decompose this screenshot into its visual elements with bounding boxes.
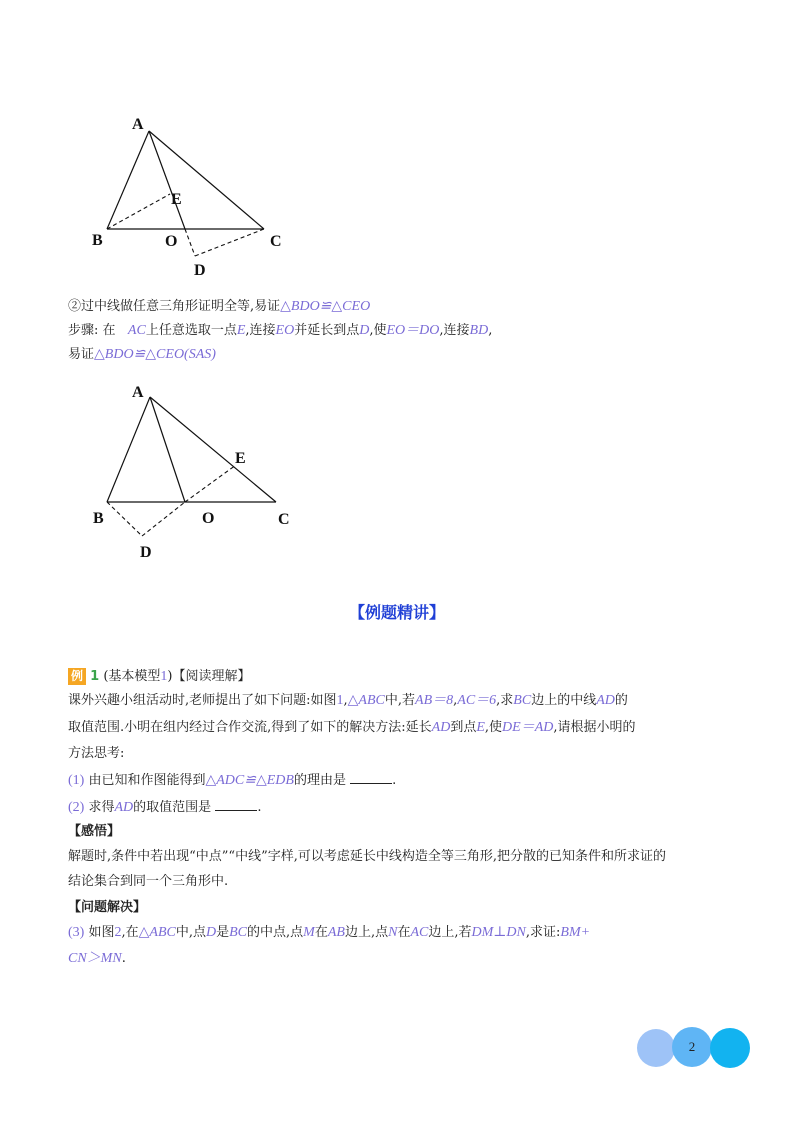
text: . [257, 800, 262, 815]
question-3 [68, 922, 590, 944]
example-p3 [68, 743, 124, 765]
question-1 [68, 770, 396, 792]
example-header [68, 666, 251, 688]
text: ,在 [121, 925, 139, 940]
text: 方法思考: [68, 746, 125, 761]
text: 的取值范围是 [133, 800, 212, 815]
text: 的 [614, 693, 628, 708]
page-circle-right [710, 1028, 750, 1068]
math: E [476, 720, 485, 735]
text: ,使 [369, 323, 387, 338]
question-number: (1) [68, 773, 85, 788]
example-number: 1 [90, 669, 100, 684]
text: 边上,若 [428, 925, 472, 940]
text: , [453, 693, 458, 708]
math-congruence: △BDO≌△CEO [280, 299, 371, 314]
math: AB [327, 925, 345, 940]
text: 是 [216, 925, 230, 940]
math: E [236, 323, 246, 338]
page-number: 2 [672, 1027, 712, 1067]
insight-title: 【感悟】 [68, 824, 121, 839]
math: D [205, 925, 217, 940]
answer-blank-2[interactable] [215, 798, 257, 811]
question-number: (2) [68, 800, 85, 815]
example-p2 [68, 717, 636, 739]
text: 边上的中线 [531, 693, 597, 708]
text: 求得 [88, 800, 115, 815]
math: AC＝6 [457, 693, 497, 708]
insight-line-2: 结论集合到同一个三角形中. [68, 874, 229, 889]
math: AD [431, 720, 451, 735]
segment-ab [107, 397, 150, 502]
text: 由已知和作图能得到 [88, 773, 206, 788]
label-b: B [92, 232, 103, 249]
question-number: (3) [68, 925, 85, 940]
page-circle-left [637, 1029, 675, 1067]
question-2 [68, 797, 261, 819]
text: 中,若 [384, 693, 416, 708]
math: △ABC [347, 693, 385, 708]
label-o: O [165, 233, 178, 250]
math: △BDO≌△CEO(SAS) [94, 347, 216, 362]
label-a: A [132, 116, 144, 133]
text: , [488, 323, 493, 338]
math: 2 [114, 925, 122, 940]
text: 的中点,点 [247, 925, 304, 940]
text: 如图 [88, 925, 115, 940]
math: BD [469, 323, 489, 338]
math: BC [229, 925, 248, 940]
text: ,使 [484, 720, 503, 735]
text: ,请根据小明的 [553, 720, 636, 735]
text: 易证 [68, 347, 95, 362]
method2-text: ②过中线做任意三角形证明全等,易证 [68, 299, 281, 314]
question-3-cont [68, 948, 126, 970]
text: 课外兴趣小组活动时,老师提出了如下问题:如图 [68, 693, 337, 708]
math: EO＝DO [386, 323, 440, 338]
text: , [343, 693, 348, 708]
label-c: C [270, 233, 282, 250]
math: DE＝AD [502, 720, 554, 735]
math: AD [596, 693, 615, 708]
math: CN＞MN [68, 951, 122, 966]
text: . [121, 951, 126, 966]
segment-ac [150, 397, 276, 502]
label-e: E [235, 450, 246, 467]
math: △ADC≌△EDB [205, 773, 294, 788]
text: ,求证: [525, 925, 561, 940]
label-o: O [202, 510, 215, 527]
math: AC [127, 323, 146, 338]
label-d: D [140, 544, 152, 561]
text: (基本模型 [103, 669, 161, 684]
text: 上任意选取一点 [145, 323, 237, 338]
math: 1 [336, 693, 344, 708]
text: 在 [314, 925, 328, 940]
math: D [359, 323, 370, 338]
text: 取值范围.小明在组内经过合作交流,得到了如下的解决方法:延长 [68, 720, 432, 735]
math: AD [114, 800, 134, 815]
section-title: 【例题精讲】 [348, 603, 445, 622]
math: N [388, 925, 398, 940]
math: △ABC [138, 925, 176, 940]
text: 并延长到点 [294, 323, 360, 338]
label-d: D [194, 262, 206, 279]
segment-bd-dashed [107, 502, 142, 536]
text: 边上,点 [344, 925, 389, 940]
math: AC [410, 925, 429, 940]
text: )【阅读理解】 [167, 669, 251, 684]
label-a: A [132, 384, 144, 401]
math: BM+ [560, 925, 591, 940]
math: AB＝8 [415, 693, 454, 708]
math: EO [275, 323, 295, 338]
label-c: C [278, 511, 290, 528]
segment-ao [150, 397, 185, 502]
example-p1 [68, 690, 628, 712]
text: 在 [397, 925, 411, 940]
text: ,连接 [245, 323, 276, 338]
segment-do-dashed [142, 502, 185, 536]
text: 步骤: 在 [68, 323, 116, 338]
label-e: E [171, 191, 182, 208]
solve-title: 【问题解决】 [68, 900, 147, 915]
math: BC [513, 693, 532, 708]
text: 的理由是 [293, 773, 346, 788]
insight-line-1: 解题时,条件中若出现“中点”“中线”字样,可以考虑延长中线构造全等三角形,把分散的已知条件和所求证的 [68, 849, 666, 864]
label-b: B [93, 510, 104, 527]
example-badge: 例 [68, 668, 86, 685]
text: 到点 [450, 720, 477, 735]
math: 1 [160, 669, 168, 684]
answer-blank-1[interactable] [350, 771, 392, 784]
math: DM⊥DN [471, 925, 526, 940]
text: ,求 [496, 693, 514, 708]
text: 中,点 [175, 925, 206, 940]
math: M [303, 925, 315, 940]
text: ,连接 [439, 323, 470, 338]
segment-oe-dashed [185, 465, 236, 502]
text: . [392, 773, 397, 788]
